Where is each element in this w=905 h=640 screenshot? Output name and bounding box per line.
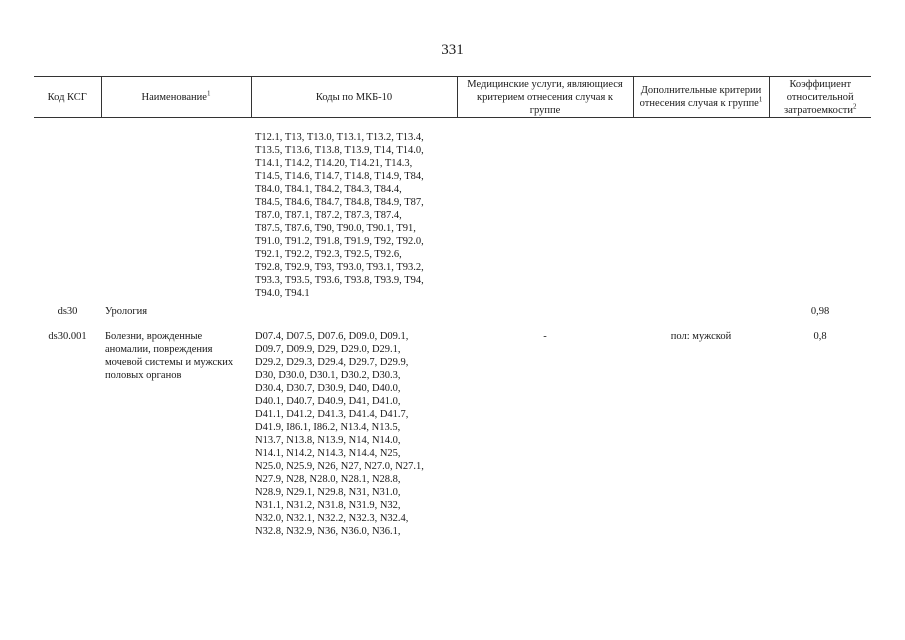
cell-medical-services xyxy=(457,118,633,301)
header-medical-services: Медицинские услуги, являющиеся критерием отнесения случая к группе xyxy=(457,77,633,118)
table-row xyxy=(34,327,871,538)
header-extra-criteria: Дополнительные критерии отнесения случая к группе$^1$ xyxy=(633,77,769,118)
cell-medical-services xyxy=(457,300,633,327)
table-row xyxy=(34,300,871,327)
header-icd-codes: Коды по МКБ-10 xyxy=(251,77,457,118)
cell-ksg-code: ds30.001 xyxy=(48,331,87,342)
cell-icd-codes: T12.1, T13, T13.0, T13.1, T13.2, T13.4, T13.5, T13.6, T13.8, T13.9, T14, T14.0, T14.1, T14.2, T14.20, T14.21, T14.3, T14.5, T14.6, T14.7, T14.8, T14.9, T84, T84.0, T84.1, T84.2, T84.3, T84.4, T84.5, T84.6, T84.7, T84.8, T84.9, T87, T87.0, T87.1, T87.2, T87.3, T87.4, T87.5, T87.6, T90, T90.0, T90.1, T91, T91.0, T91.2, T91.8, T91.9, T92, T92.0, T92.1, T92.2, T92.3, T92.5, T92.6, T92.8, T92.9, T93, T93.0, T93.1, T93.2, T93.3, T93.5, T93.6, T93.8, T93.9, T94, T94.0, T94.1 xyxy=(255,132,424,299)
cell-coefficient xyxy=(769,118,871,301)
table-row xyxy=(34,118,871,301)
footnote-marker: 2 xyxy=(852,102,857,110)
ksg-table xyxy=(34,76,871,538)
table-header-row xyxy=(34,77,871,118)
cell-extra-criteria xyxy=(633,300,769,327)
page-number: 331 xyxy=(441,42,464,58)
footnote-marker: 1 xyxy=(206,89,211,97)
cell-extra-criteria: пол: мужской xyxy=(670,331,732,342)
header-ksg-code: Код КСГ xyxy=(34,77,101,118)
cell-name xyxy=(101,118,251,301)
cell-ksg-code xyxy=(34,118,101,301)
header-name: Наименование$^1$ xyxy=(101,77,251,118)
cell-name: Болезни, врожденные аномалии, повреждения мочевой системы и мужских половых органов xyxy=(105,331,234,381)
footnote-marker: 1 xyxy=(758,95,763,104)
cell-extra-criteria xyxy=(633,118,769,301)
cell-medical-services: - xyxy=(543,331,547,342)
cell-ksg-code: ds30 xyxy=(57,306,78,317)
header-coefficient: Коэффициент относительной затратоемкости$^2$ xyxy=(769,77,871,118)
cell-icd-codes xyxy=(251,300,457,327)
cell-coefficient: 0,8 xyxy=(813,331,827,342)
cell-name: Урология xyxy=(105,306,148,317)
cell-icd-codes: D07.4, D07.5, D07.6, D09.0, D09.1, D09.7, D09.9, D29, D29.0, D29.1, D29.2, D29.3, D29.4, D29.7, D29.9, D30, D30.0, D30.1, D30.2, D30.3, D30.4, D30.7, D30.9, D40, D40.0, D40.1, D40.7, D40.9, D41, D41.0, D41.1, D41.2, D41.3, D41.4, D41.7, D41.9, I86.1, I86.2, N13.4, N13.5, N13.7, N13.8, N13.9, N14, N14.0, N14.1, N14.2, N14.3, N14.4, N25, N25.0, N25.9, N26, N27, N27.0, N27.1, N27.9, N28, N28.0, N28.1, N28.8, N28.9, N29.1, N29.8, N31, N31.0, N31.1, N31.2, N31.8, N31.9, N32, N32.0, N32.1, N32.2, N32.3, N32.4, N32.8, N32.9, N36, N36.0, N36.1, xyxy=(255,331,424,537)
cell-coefficient: 0,98 xyxy=(810,306,830,317)
